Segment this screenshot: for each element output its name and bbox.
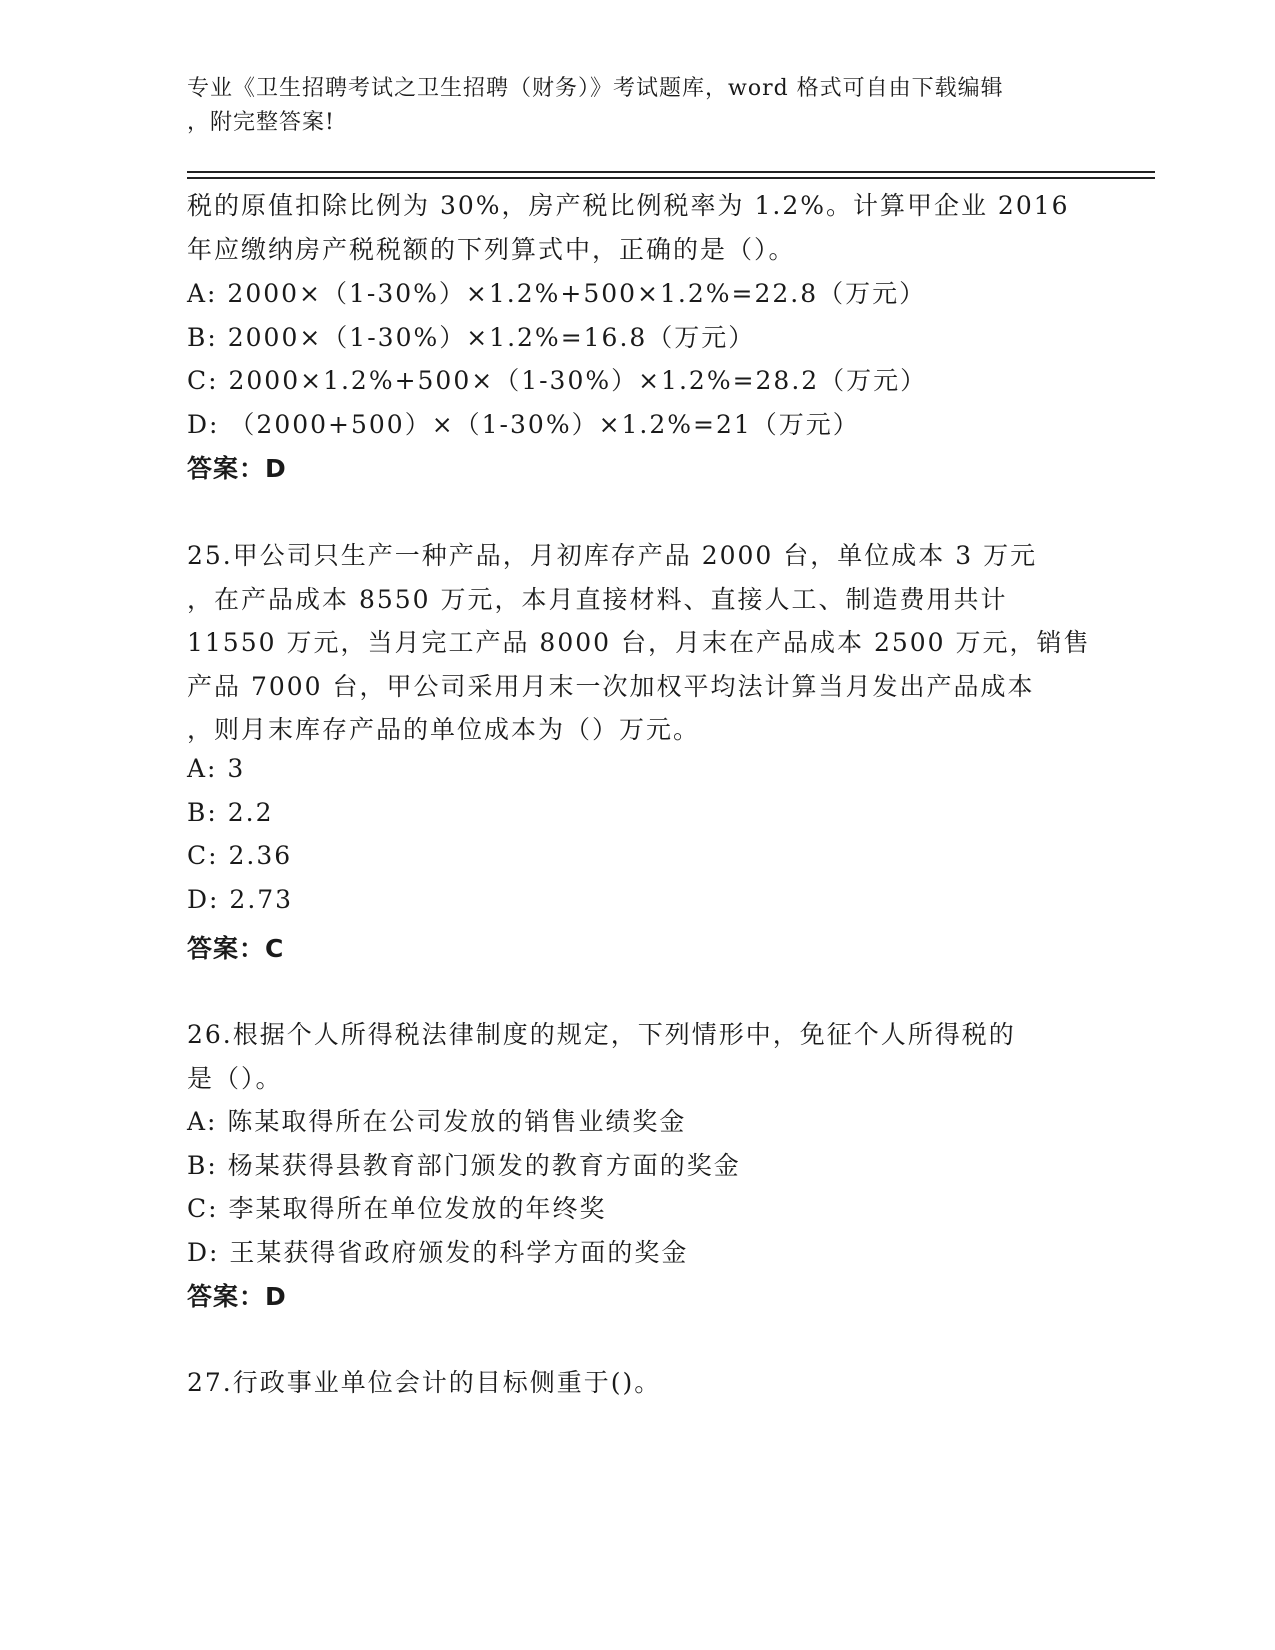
q26-option-c: C: 李某取得所在单位发放的年终奖 (187, 1194, 607, 1223)
q24-text-line-2: 年应缴纳房产税税额的下列算式中，正确的是（）。 (187, 235, 796, 264)
q25-text-line-5: ，则月末库存产品的单位成本为（）万元。 (187, 715, 701, 744)
q26-text-line-1: 26.根据个人所得税法律制度的规定，下列情形中，免征个人所得税的 (187, 1020, 1016, 1049)
q25-text-line-3: 11550 万元，当月完工产品 8000 台，月末在产品成本 2500 万元，销售 (187, 628, 1091, 657)
q26-option-a: A: 陈某取得所在公司发放的销售业绩奖金 (187, 1107, 687, 1136)
header-line-2: ，附完整答案! (187, 110, 335, 135)
q25-option-c: C: 2.36 (187, 841, 293, 870)
q25-option-d: D: 2.73 (187, 885, 294, 914)
q24-option-b: B: 2000×（1-30%）×1.2%=16.8（万元） (187, 323, 756, 352)
q24-option-c: C: 2000×1.2%+500×（1-30%）×1.2%=28.2（万元） (187, 366, 928, 395)
header-divider-2 (187, 177, 1155, 179)
q26-text-line-2: 是（）。 (187, 1064, 283, 1093)
header-line-1: 专业《卫生招聘考试之卫生招聘（财务）》考试题库，word 格式可自由下载编辑 (187, 76, 1004, 101)
header-divider-1 (187, 171, 1155, 173)
q26-answer: 答案：D (187, 1282, 287, 1311)
q25-text-line-1: 25.甲公司只生产一种产品，月初库存产品 2000 台，单位成本 3 万元 (187, 541, 1038, 570)
q25-answer: 答案：C (187, 934, 285, 963)
q27-text-line-1: 27.行政事业单位会计的目标侧重于()。 (187, 1368, 662, 1397)
q25-text-line-4: 产品 7000 台，甲公司采用月末一次加权平均法计算当月发出产品成本 (187, 672, 1035, 701)
q25-text-line-2: ，在产品成本 8550 万元，本月直接材料、直接人工、制造费用共计 (187, 585, 1008, 614)
q24-answer: 答案：D (187, 454, 287, 483)
q24-text-line-1: 税的原值扣除比例为 30%，房产税比例税率为 1.2%。计算甲企业 2016 (187, 191, 1070, 220)
q26-option-b: B: 杨某获得县教育部门颁发的教育方面的奖金 (187, 1151, 741, 1180)
document-header (187, 72, 1067, 140)
q25-option-b: B: 2.2 (187, 798, 274, 827)
q26-option-d: D: 王某获得省政府颁发的科学方面的奖金 (187, 1238, 689, 1267)
q25-option-a: A: 3 (187, 754, 246, 783)
q24-option-d: D: （2000+500）×（1-30%）×1.2%=21（万元） (187, 410, 860, 439)
q24-option-a: A: 2000×（1-30%）×1.2%+500×1.2%=22.8（万元） (187, 279, 927, 308)
